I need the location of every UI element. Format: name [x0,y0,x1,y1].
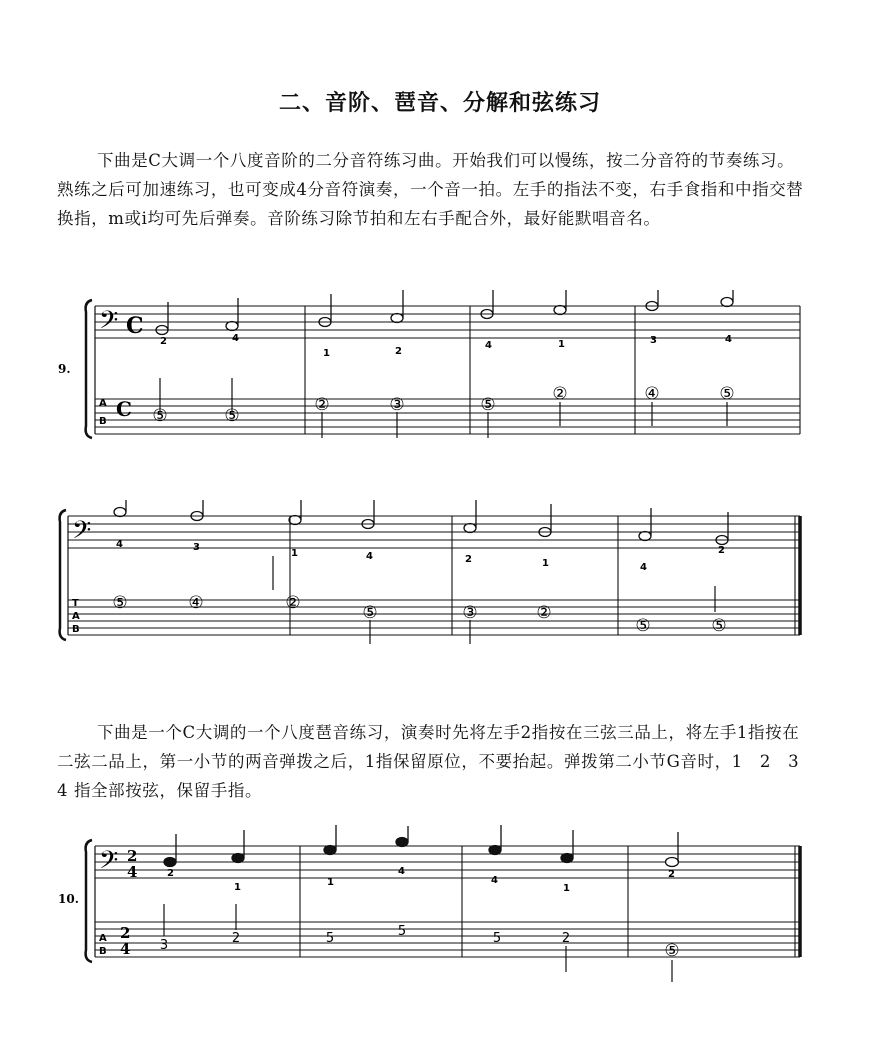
svg-text:2: 2 [231,931,241,946]
svg-text:③: ③ [462,603,478,623]
section-title: 二、音阶、琶音、分解和弦练习 [278,91,601,116]
svg-text:4: 4 [366,551,373,562]
svg-text:②: ② [552,384,568,404]
svg-text:5: 5 [492,931,502,946]
svg-text:1: 1 [323,348,330,359]
tab-letter-b: B [99,946,107,957]
time-signature-top: 2 [127,847,138,865]
system-brace [86,840,92,962]
tab-letter-a: A [72,611,80,622]
svg-text:②: ② [285,593,301,613]
finger-numbers [160,333,732,359]
bass-staff [68,516,800,548]
exercise-number: 10. [58,892,79,906]
svg-text:⑤: ⑤ [224,406,240,426]
tab-letter-b: B [99,416,107,427]
system-brace [86,300,92,438]
time-signature: C [126,313,144,339]
svg-text:3: 3 [193,542,200,553]
svg-text:1: 1 [327,877,334,888]
svg-text:5: 5 [397,924,407,939]
tab-time-bottom: 4 [120,940,131,958]
tab-letter-a: A [99,933,107,944]
time-signature-bottom: 4 [127,863,138,881]
barlines [300,846,795,957]
tab-staff [68,600,800,635]
svg-text:⑤: ⑤ [152,406,168,426]
svg-text:②: ② [314,395,330,415]
tab-letter-t: T [72,598,79,609]
svg-text:1: 1 [234,882,241,893]
intro-paragraph-arpeggio: 下曲是一个C大调的一个八度琶音练习，演奏时先将左手2指按在三弦三品上，将左手1指按在二弦二品上，第一小节的两音弹拨之后，1指保留原位，不要抬起。弹拨第二小节G音时，1 2 3 4 指全部按弦，保留手指。 [57,723,817,800]
barlines [305,306,800,434]
exercise-number: 9. [58,362,71,376]
svg-text:1: 1 [291,548,298,559]
svg-text:②: ② [536,603,552,623]
exercise-9-system-1 [0,290,880,450]
svg-text:⑤: ⑤ [362,603,378,623]
system-brace [60,510,66,640]
svg-text:1: 1 [563,883,570,894]
bass-staff [95,846,800,878]
tab-staff [95,399,800,434]
intro-paragraph-scale: 下曲是C大调一个八度音阶的二分音符练习曲。开始我们可以慢练，按二分音符的节奏练习。熟练之后可加速练习，也可变成4分音符演奏，一个音一拍。左手的指法不变，右手食指和中指交替换指，m或i均可先后弹奏。音阶练习除节拍和左右手配合外，最好能默唱音名。 [57,151,804,228]
svg-text:3: 3 [650,335,657,346]
svg-text:4: 4 [398,866,405,877]
notes [114,500,728,545]
svg-text:2: 2 [395,346,402,357]
svg-text:⑤: ⑤ [112,593,128,613]
svg-text:⑤: ⑤ [711,616,727,636]
svg-text:③: ③ [389,395,405,415]
svg-text:2: 2 [465,554,472,565]
svg-text:4: 4 [116,539,123,550]
bass-clef: 𝄢 [99,306,119,341]
notes [156,290,733,335]
exercise-9-system-2 [0,500,880,650]
exercise-10-system [0,825,880,985]
svg-text:4: 4 [725,334,732,345]
bass-clef: 𝄢 [72,516,92,551]
tab-letter-b: B [72,624,80,635]
svg-text:④: ④ [644,384,660,404]
svg-text:⑤: ⑤ [664,941,680,961]
tab-stems [160,378,727,438]
svg-text:2: 2 [718,545,725,556]
tab-time-signature: C [116,397,132,421]
svg-text:④: ④ [188,593,204,613]
svg-text:4: 4 [232,333,239,344]
svg-text:2: 2 [561,931,571,946]
svg-text:⑤: ⑤ [480,395,496,415]
svg-text:2: 2 [167,868,174,879]
svg-text:5: 5 [325,931,335,946]
svg-text:⑤: ⑤ [635,616,651,636]
svg-text:4: 4 [640,562,647,573]
svg-text:⑤: ⑤ [719,384,735,404]
svg-text:4: 4 [485,340,492,351]
tab-staff [95,922,800,957]
tab-time-top: 2 [120,924,131,942]
bass-staff [95,306,800,338]
svg-text:3: 3 [159,938,169,953]
svg-text:2: 2 [668,869,675,880]
finger-numbers [116,539,725,573]
svg-text:4: 4 [491,875,498,886]
svg-text:2: 2 [160,336,167,347]
tab-letter-a: A [99,398,107,409]
bass-clef: 𝄢 [99,846,119,881]
svg-text:1: 1 [558,339,565,350]
svg-text:1: 1 [542,558,549,569]
